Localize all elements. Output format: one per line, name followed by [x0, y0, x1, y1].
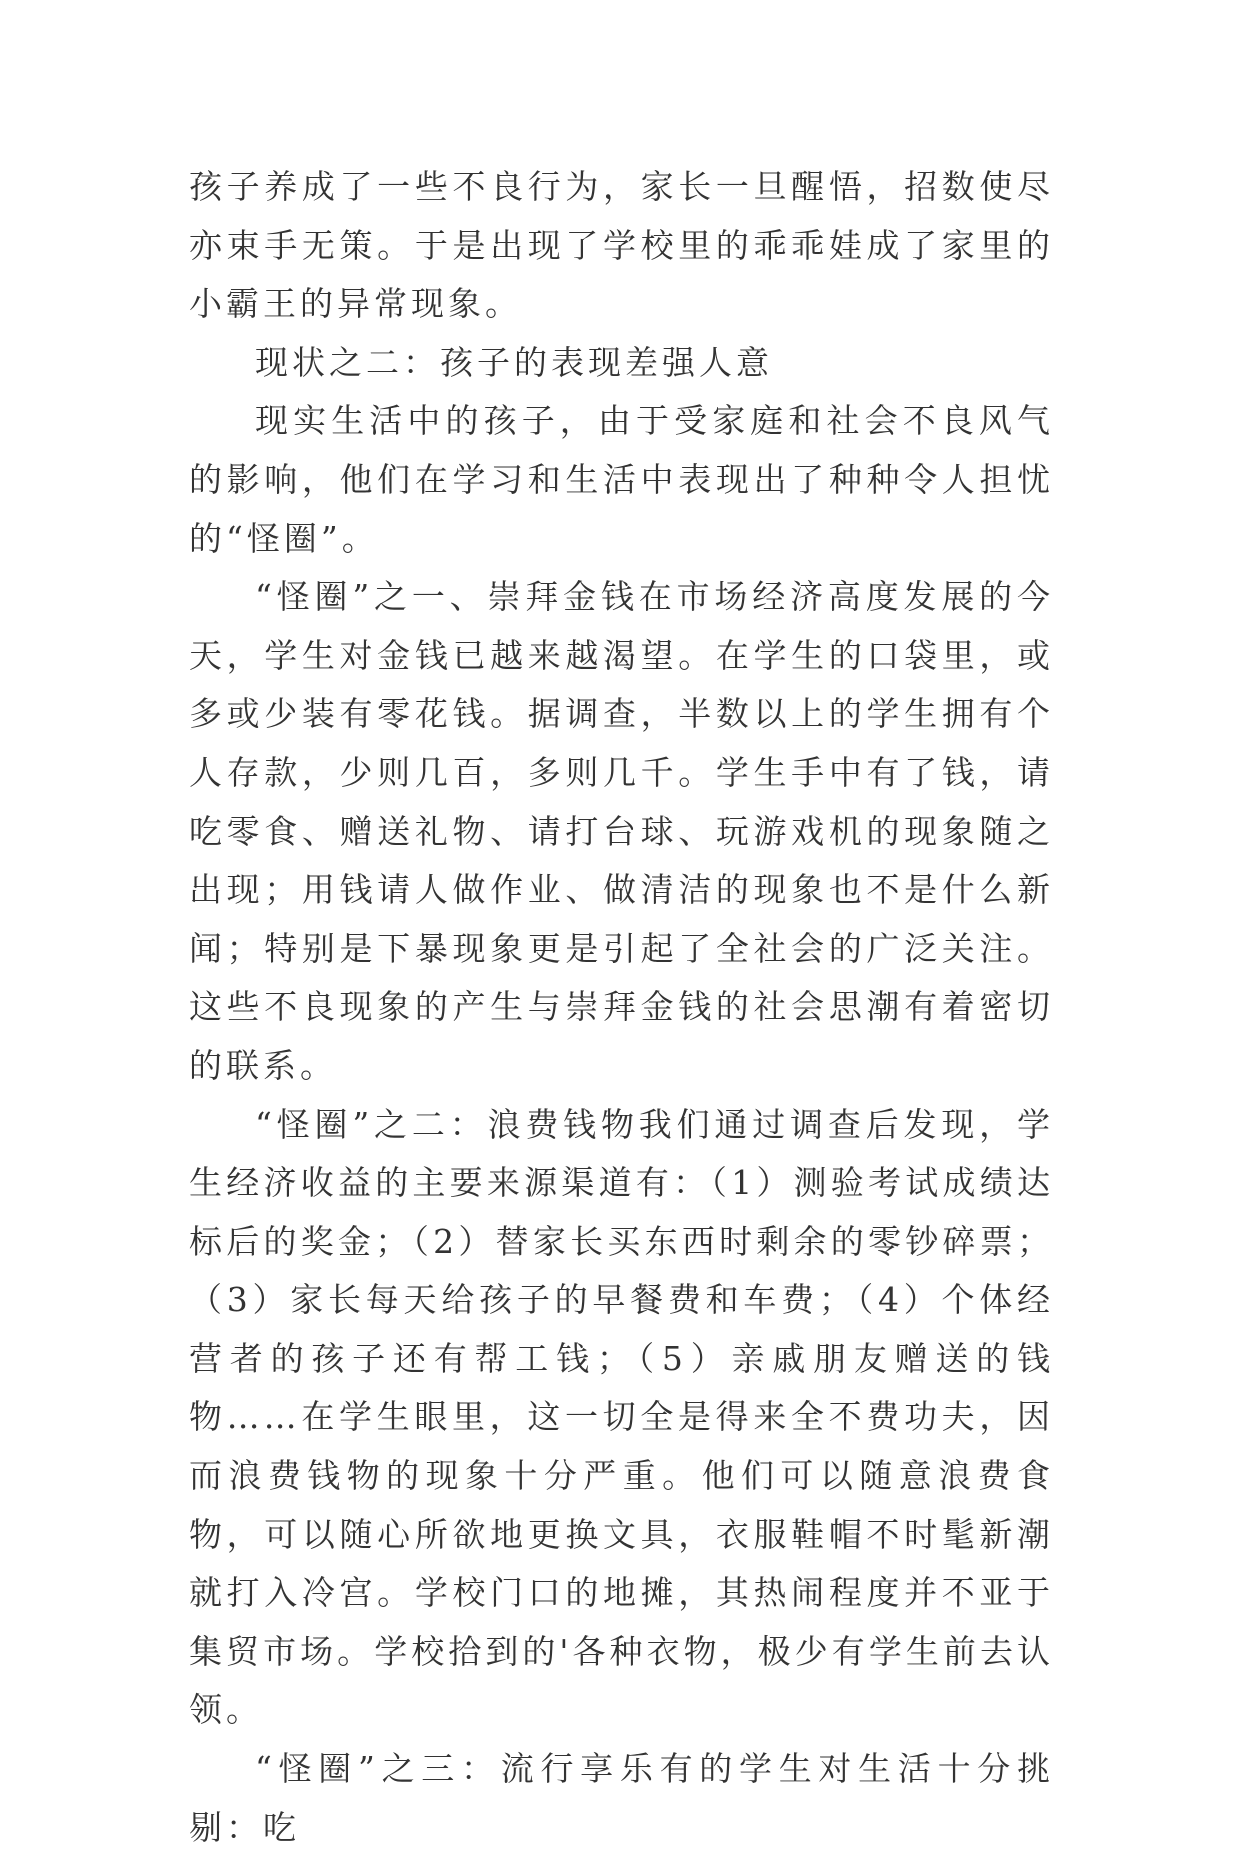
paragraph-circle-three: “怪圈”之三：流行享乐有的学生对生活十分挑剔：吃	[189, 1749, 1054, 1847]
paragraph-circle-one: “怪圈”之一、崇拜金钱在市场经济高度发展的今天，学生对金钱已越来越渴望。在学生的口袋里，或多或少装有零花钱。据调查，半数以上的学生拥有个人存款，少则几百，多则几千。学生手中有了钱，请吃零食、赠送礼物、请打台球、玩游戏机的现象随之出现；用钱请人做作业、做清洁的现象也不是什么新闻；特别是下暴现象更是引起了全社会的广泛关注。这些不良现象的产生与崇拜金钱的社会思潮有着密切的联系。	[189, 577, 1054, 1085]
paragraph-intro: 现实生活中的孩子，由于受家庭和社会不良风气的影响，他们在学习和生活中表现出了种种令人担忧的“怪圈”。	[189, 401, 1054, 558]
paragraph-continuation: 孩子养成了一些不良行为，家长一旦醒悟，招数使尽亦束手无策。于是出现了学校里的乖乖娃成了家里的小霸王的异常现象。	[189, 167, 1054, 324]
paragraph-circle-two: “怪圈”之二：浪费钱物我们通过调查后发现，学生经济收益的主要来源渠道有：（1）测验考试成绩达标后的奖金；（2）替家长买东西时剩余的零钞碎票；（3）家长每天给孩子的早餐费和车费；（4）个体经营者的孩子还有帮工钱；（5）亲戚朋友赠送的钱物……在学生眼里，这一切全是得来全不费功夫，因而浪费钱物的现象十分严重。他们可以随意浪费食物，可以随心所欲地更换文具，衣服鞋帽不时髦新潮就打入冷宫。学校门口的地摊，其热闹程度并不亚于集贸市场。学校拾到的'各种衣物，极少有学生前去认领。	[189, 1104, 1054, 1730]
body-text	[189, 158, 1054, 1857]
section-heading: 现状之二：孩子的表现差强人意	[255, 342, 773, 382]
